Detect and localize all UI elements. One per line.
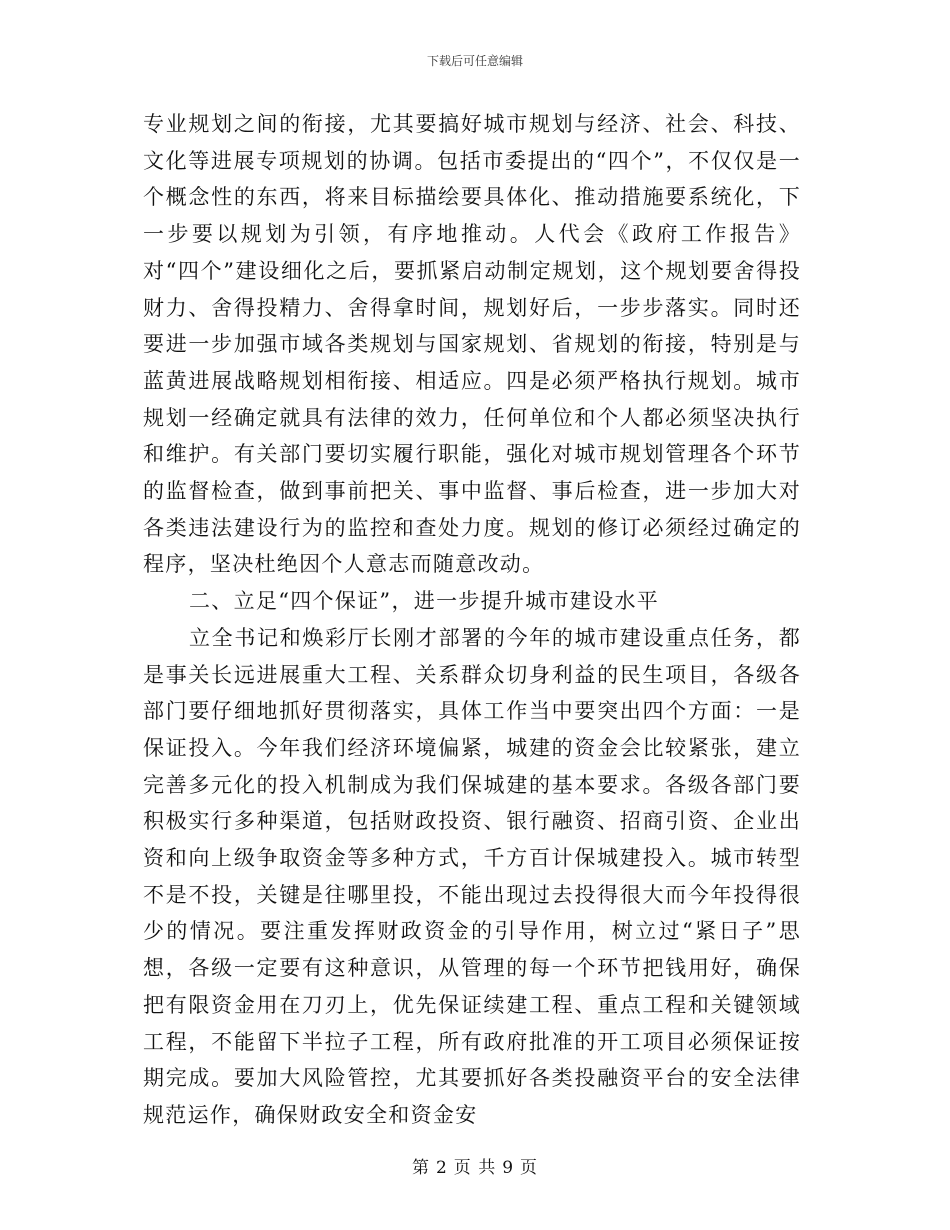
page-footer: [0, 1153, 950, 1178]
footer-prefix: 第: [411, 1158, 430, 1178]
footer-total-pages: 9: [502, 1158, 515, 1178]
footer-page-number: 2: [435, 1158, 448, 1178]
page-header-note: 下载后可任意编辑: [426, 54, 523, 68]
section-heading: 二、立足“四个保证”，进一步提升城市建设水平: [189, 589, 660, 614]
document-body: [143, 106, 801, 1134]
body-paragraph: 立全书记和焕彩厅长刚才部署的今年的城市建设重点任务，都是事关长远进展重大工程、关系群众切身利益的民生项目，各级各部门要仔细地抓好贯彻落实，具体工作当中要突出四个方面：一是保证投入。今年我们经济环境偏紧，城建的资金会比较紧张，建立完善多元化的投入机制成为我们保城建的基本要求。各级各部门要积极实行多种渠道，包括财政投资、银行融资、招商引资、企业出资和向上级争取资金等多种方式，千方百计保城建投入。城市转型不是不投，关键是往哪里投，不能出现过去投得很大而今年投得很少的情况。要注重发挥财政资金的引导作用，树立过“紧日子”思想，各级一定要有这种意识，从管理的每一个环节把钱用好，确保把有限资金用在刀刃上，优先保证续建工程、重点工程和关键领域工程，不能留下半拉子工程，所有政府批准的开工项目必须保证按期完成。要加大风险管控，尤其要抓好各类投融资平台的安全法律规范运作，确保财政安全和资金安: [143, 625, 801, 1127]
footer-middle: 页 共: [453, 1158, 497, 1178]
footer-suffix: 页: [520, 1158, 539, 1178]
body-paragraph-continued: 专业规划之间的衔接，尤其要搞好城市规划与经济、社会、科技、文化等进展专项规划的协调。包括市委提出的“四个”，不仅仅是一个概念性的东西，将来目标描绘要具体化、推动措施要系统化，下一步要以规划为引领，有序地推动。人代会《政府工作报告》对“四个”建设细化之后，要抓紧启动制定规划，这个规划要舍得投财力、舍得投精力、舍得拿时间，规划好后，一步步落实。同时还要进一步加强市域各类规划与国家规划、省规划的衔接，特别是与蓝黄进展战略规划相衔接、相适应。四是必须严格执行规划。城市规划一经确定就具有法律的效力，任何单位和个人都必须坚决执行和维护。有关部门要切实履行职能，强化对城市规划管理各个环节的监督检查，做到事前把关、事中监督、事后检查，进一步加大对各类违法建设行为的监控和查处力度。规划的修订必须经过确定的程序，坚决杜绝因个人意志而随意改动。: [143, 112, 801, 577]
